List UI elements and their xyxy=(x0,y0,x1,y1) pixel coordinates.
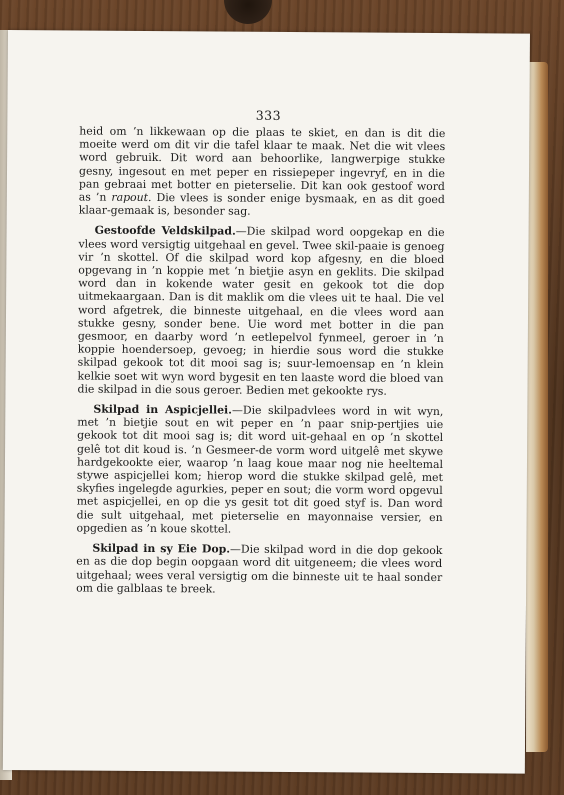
paragraph-text-italic: rapout. xyxy=(111,190,152,205)
page-number: 333 xyxy=(255,107,282,123)
paragraph-gestoofde-veldskilpad xyxy=(77,224,444,398)
paragraph-skilpad-aspicjellei xyxy=(76,403,443,538)
recipe-heading: Skilpad in sy Eie Dop. xyxy=(92,541,231,556)
paragraph-text: —Die skilpadvlees word in wit wyn, met ’n bietjie sout en wit peper en ’n paar snip-pertjies uie gekook tot dit mooi sag is; dit word uit-gehaal en op ’n skottel gelê tot dit koud is. ’n Gesmeer-de vorm word uitgelê met skywe hardgekookte eier, waarop ’n laag koue maar nog nie heeltemal stywe aspicjellei kom; hierop word die stukke skilpad gelê, met skyfies ingelegde agurkies, peper en sout; die vorm word opgevul met aspicjellei, en op die ys gesit tot dit goed styf is. Dan word die sult uitgehaal, met pieterselie en mayonnaise versier, en opgedien as ’n koue skottel. xyxy=(76,403,444,536)
paragraph-text: heid om ’n likkewaan op die plaas te skiet, en dan is dit die moeite werd om dit vir die tafel klaar te maak. Net die wit vlees word gebruik. Dit word aan behoorlike, langwerpige stukke gesny, ingesout en met peper en rissiepeper ingevryf, en in die pan gebraai met botter en pieterselie. Dit kan ook gestoof word as ’n xyxy=(78,124,446,204)
paragraph-text: —Die skilpad word oopgekap en die vlees word versigtig uitgehaal en gevel. Twee skil-paaie is genoeg vir ’n skottel. Of die skilpad word kop afgesny, en die bloed opgevang in ’n koppie met ’n bietjie asyn en geklits. Die skilpad word dan in kokende water gesit en gekook tot die dop uitmekaargaan. Dan is dit maklik om die vlees uit te haal. Die vel word afgetrek, die binneste uitgehaal, en die vlees word aan stukke gesny, sonder bene. Uie word met botter in die pan gesmoor, en daarby word ’n eetlepelvol fynmeel, geroer in ’n koppie hoendersoep, gevoeg; in hierdie sous word die stukke skilpad gekook tot dit mooi sag is; suur-lemoensap en ’n klein kelkie soet wit wyn word bygesit en ten laaste word die bloed van die skilpad in die sous geroer. Bedien met gekookte rys. xyxy=(77,225,445,398)
paragraph-text: Die vlees is sonder enige bysmaak, en as dit goed klaar-gemaak is, besonder sag. xyxy=(78,191,445,218)
paragraph-skilpad-eie-dop xyxy=(76,542,442,597)
recipe-heading: Skilpad in Aspicjellei. xyxy=(93,402,233,417)
wood-knot xyxy=(224,0,272,24)
book-page-edges xyxy=(526,62,548,752)
paragraph-likkewaan xyxy=(79,125,446,220)
book-page xyxy=(3,30,530,774)
recipe-heading: Gestoofde Veldskilpad. xyxy=(94,224,236,239)
paragraph-text: —Die skilpad word in die dop gekook en as die dop begin oopgaan word dit uitgeneem; die vlees word uitgehaal; wees veral versigtig om die binneste uit te haal sonder om die galblaas te breek. xyxy=(76,542,443,596)
body-text xyxy=(76,125,445,597)
